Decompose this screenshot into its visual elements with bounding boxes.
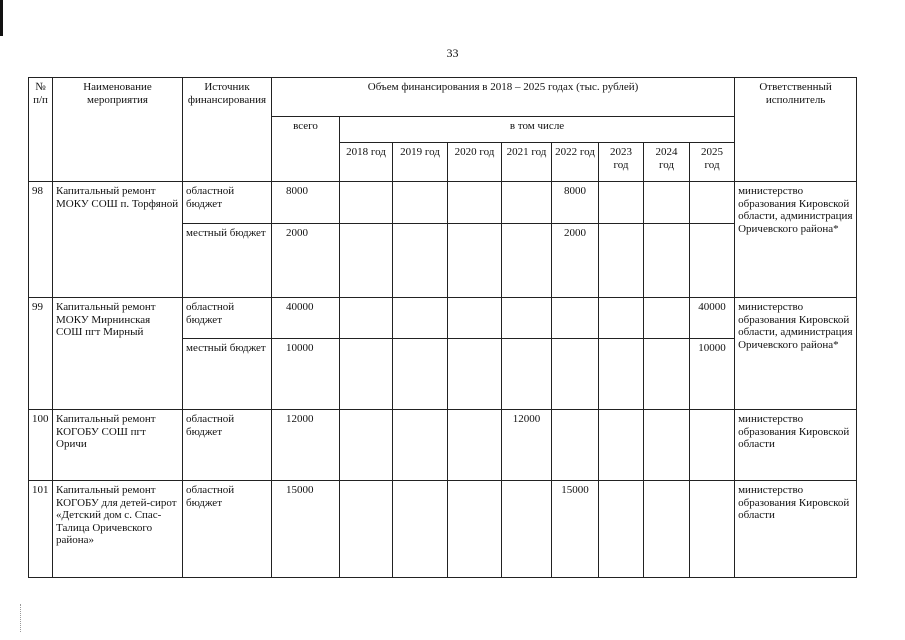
year-amount: 12000 [502,410,552,481]
table-row [29,481,857,578]
header-year: 2022 год [552,143,599,182]
funding-source: местный бюджет [183,339,272,410]
total-amount: 8000 [272,182,340,224]
year-amount [340,298,393,339]
year-amount [552,410,599,481]
year-amount [393,182,448,224]
row-number: 98 [29,182,53,298]
year-amount [690,481,735,578]
header-num: № п/п [29,78,53,182]
year-amount [393,410,448,481]
measure-name: Капитальный ремонт КОГОБУ для детей-сирот «Детский дом с. Спас-Талица Оричевского района» [53,481,183,578]
year-amount [690,182,735,224]
year-amount [502,339,552,410]
header-year: 2023 год [599,143,644,182]
year-amount [340,481,393,578]
header-year: 2021 год [502,143,552,182]
row-number: 99 [29,298,53,410]
header-year: 2025 год [690,143,735,182]
funding-source: областной бюджет [183,298,272,339]
year-amount [448,481,502,578]
row-number: 100 [29,410,53,481]
year-amount [340,182,393,224]
responsible-executor: министерство образования Кировской области, администрация Оричевского района* [735,298,857,410]
table-row [29,410,857,481]
page-number: 33 [446,46,459,60]
responsible-executor: министерство образования Кировской области, администрация Оричевского района* [735,182,857,298]
year-amount [448,298,502,339]
header-executor: Ответственный исполнитель [735,78,857,182]
financing-table [28,77,857,578]
header-total: всего [272,117,340,182]
year-amount [644,182,690,224]
total-amount: 10000 [272,339,340,410]
year-amount [393,224,448,298]
year-amount: 8000 [552,182,599,224]
year-amount: 40000 [690,298,735,339]
year-amount [502,298,552,339]
responsible-executor: министерство образования Кировской области [735,481,857,578]
responsible-executor: министерство образования Кировской области [735,410,857,481]
header-volume: Объем финансирования в 2018 – 2025 годах (тыс. рублей) [272,78,735,117]
total-amount: 40000 [272,298,340,339]
funding-source: областной бюджет [183,182,272,224]
table-row [29,182,857,224]
funding-source: областной бюджет [183,410,272,481]
header-row [29,78,857,117]
year-amount [599,182,644,224]
row-number: 101 [29,481,53,578]
header-year: 2019 год [393,143,448,182]
year-amount [552,339,599,410]
year-amount [393,481,448,578]
year-amount [502,481,552,578]
year-amount [690,224,735,298]
header-source: Источник финансирования [183,78,272,182]
year-amount [340,410,393,481]
year-amount [340,339,393,410]
year-amount [644,481,690,578]
year-amount [552,298,599,339]
measure-name: Капитальный ремонт МОКУ СОШ п. Торфяной [53,182,183,298]
year-amount [599,410,644,481]
year-amount: 15000 [552,481,599,578]
year-amount [502,182,552,224]
funding-source: областной бюджет [183,481,272,578]
year-amount [340,224,393,298]
year-amount [644,410,690,481]
measure-name: Капитальный ремонт МОКУ Мирнинская СОШ пгт Мирный [53,298,183,410]
year-amount [502,224,552,298]
year-amount [393,339,448,410]
year-amount: 2000 [552,224,599,298]
header-year: 2020 год [448,143,502,182]
year-amount [690,410,735,481]
scan-edge-mark [0,0,3,36]
year-amount [599,224,644,298]
measure-name: Капитальный ремонт КОГОБУ СОШ пгт Оричи [53,410,183,481]
year-amount [599,339,644,410]
year-amount [644,298,690,339]
year-amount [393,298,448,339]
year-amount [448,182,502,224]
year-amount [644,339,690,410]
year-amount [448,339,502,410]
scan-artifact [20,604,23,632]
year-amount [448,410,502,481]
funding-source: местный бюджет [183,224,272,298]
total-amount: 15000 [272,481,340,578]
header-including: в том числе [340,117,735,143]
header-year: 2024 год [644,143,690,182]
year-amount [599,298,644,339]
header-name: Наименование мероприятия [53,78,183,182]
header-year: 2018 год [340,143,393,182]
table-row [29,298,857,339]
year-amount: 10000 [690,339,735,410]
year-amount [599,481,644,578]
total-amount: 12000 [272,410,340,481]
year-amount [448,224,502,298]
year-amount [644,224,690,298]
total-amount: 2000 [272,224,340,298]
